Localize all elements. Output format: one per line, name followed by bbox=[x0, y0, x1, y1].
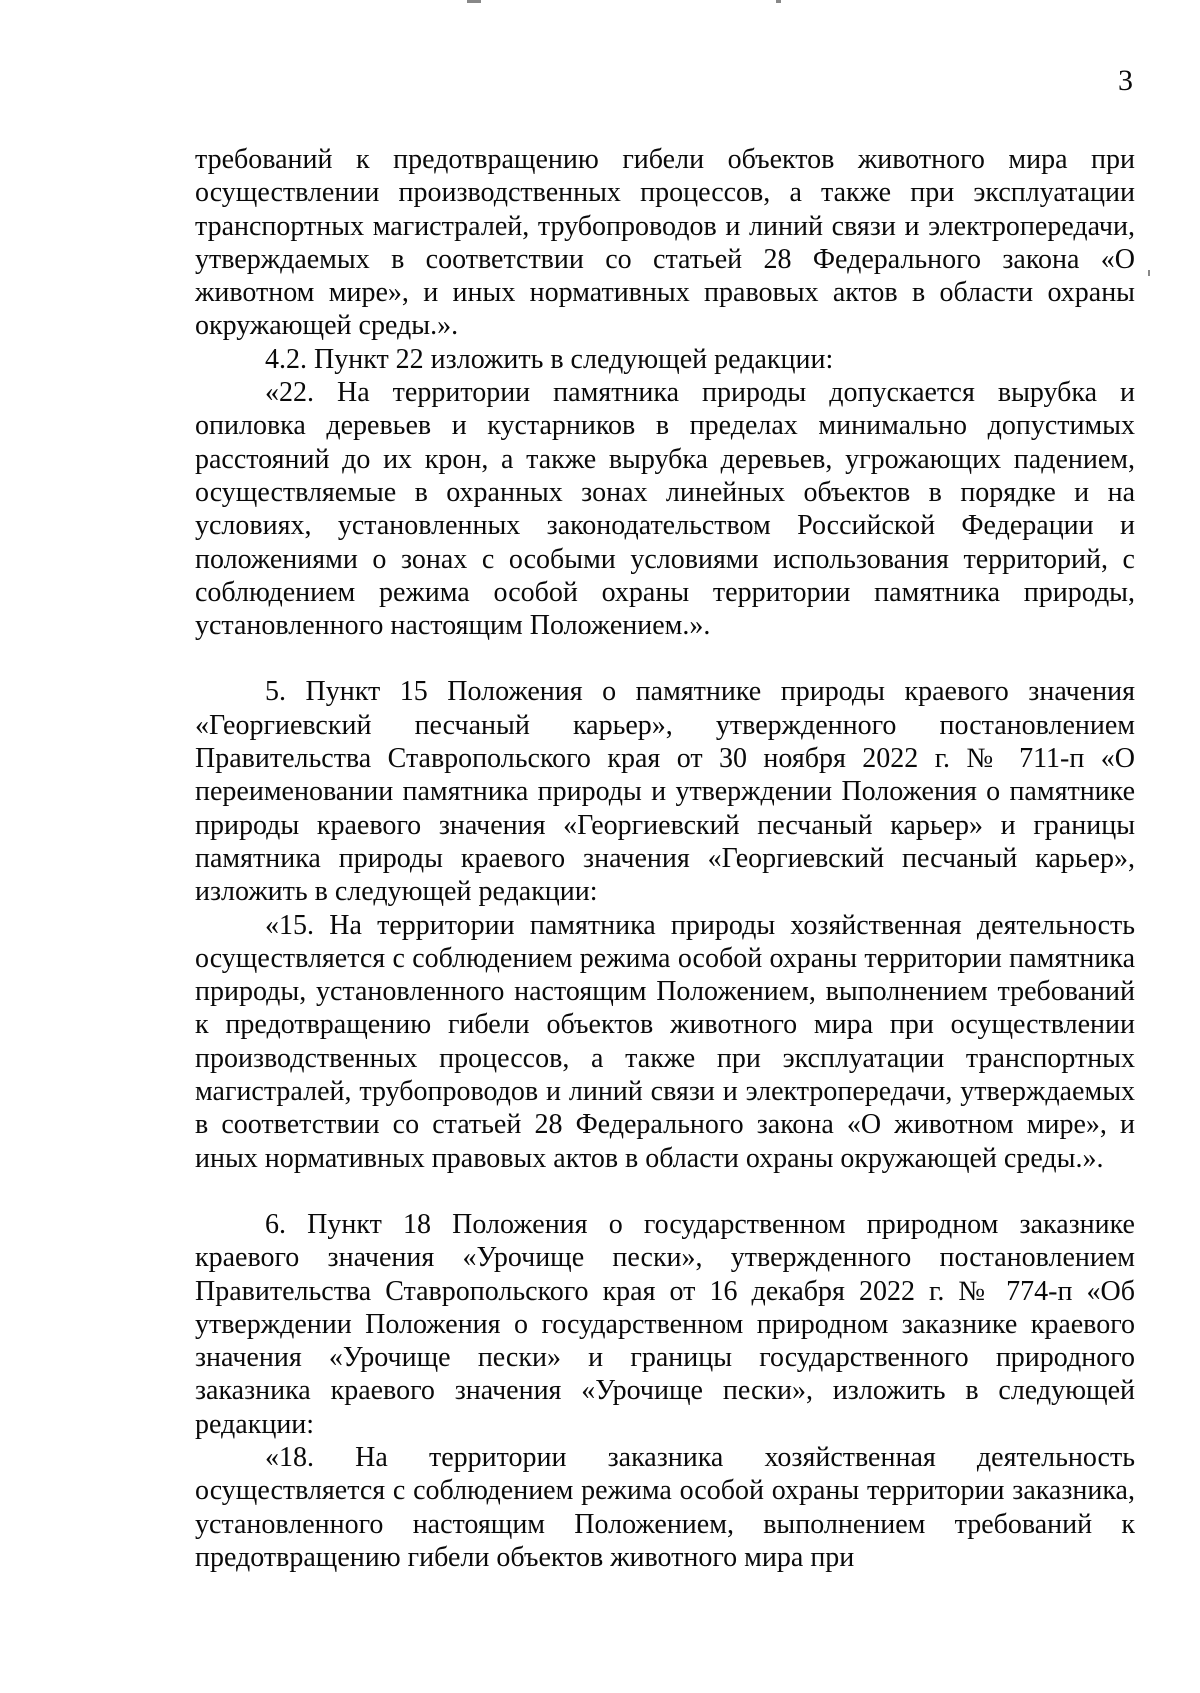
scan-artifact bbox=[1148, 270, 1150, 276]
paragraph-item-6: 6. Пункт 18 Положения о государственном природном заказнике краевого значения «Урочище пески», утвержденного постановлением Правительства Ставропольского края от 16 декабря 2022 г. № 774-п «Об утверждении Положения о государственном природном заказнике краевого значения «Урочище пески» и границы государственного природного заказника краевого значения «Урочище пески», изложить в следующей редакции: bbox=[195, 1208, 1135, 1440]
document-body bbox=[195, 143, 1135, 1574]
page-number: 3 bbox=[1118, 64, 1133, 97]
paragraph-clause-22: «22. На территории памятника природы допускается вырубка и опиловка деревьев и кустарников в пределах минимально допустимых расстояний до их крон, а также вырубка деревьев, угрожающих падением, осуществляемые в охранных зонах линейных объектов в порядке и на условиях, установленных законодательством Российской Федерации и положениями о зонах с особыми условиями использования территорий, с соблюдением режима особой охраны территории памятника природы, установленного настоящим Положением.». bbox=[195, 377, 1135, 642]
scan-artifact bbox=[776, 0, 781, 3]
paragraph-item-4-2: 4.2. Пункт 22 изложить в следующей редакции: bbox=[265, 343, 834, 375]
paragraph-clause-18: «18. На территории заказника хозяйственная деятельность осуществляется с соблюдением режима особой охраны территории заказника, установленного настоящим Положением, выполнением требований к предотвращению гибели объектов животного мира при bbox=[195, 1441, 1135, 1573]
scan-artifact bbox=[467, 0, 481, 3]
paragraph-clause-15: «15. На территории памятника природы хозяйственная деятельность осуществляется с соблюдением режима особой охраны территории памятника природы, установленного настоящим Положением, выполнением требований к предотвращению гибели объектов животного мира при осуществлении производственных процессов, а также при эксплуатации транспортных магистралей, трубопроводов и линий связи и электропередачи, утверждаемых в соответствии со статьей 28 Федерального закона «О животном мире», и иных нормативных правовых актов в области охраны окружающей среды.». bbox=[195, 909, 1135, 1174]
paragraph-item-5: 5. Пункт 15 Положения о памятнике природы краевого значения «Георгиевский песчаный карьер», утвержденного постановлением Правительства Ставропольского края от 30 ноября 2022 г. № 711-п «О переименовании памятника природы и утверждении Положения о памятнике природы краевого значения «Георгиевский песчаный карьер» и границы памятника природы краевого значения «Георгиевский песчаный карьер», изложить в следующей редакции: bbox=[195, 676, 1135, 908]
paragraph-continuation: требований к предотвращению гибели объектов животного мира при осуществлении производственных процессов, а также при эксплуатации транспортных магистралей, трубопроводов и линий связи и электропередачи, утверждаемых в соответствии со статьей 28 Федерального закона «О животном мире», и иных нормативных правовых актов в области охраны окружающей среды.». bbox=[195, 144, 1135, 342]
